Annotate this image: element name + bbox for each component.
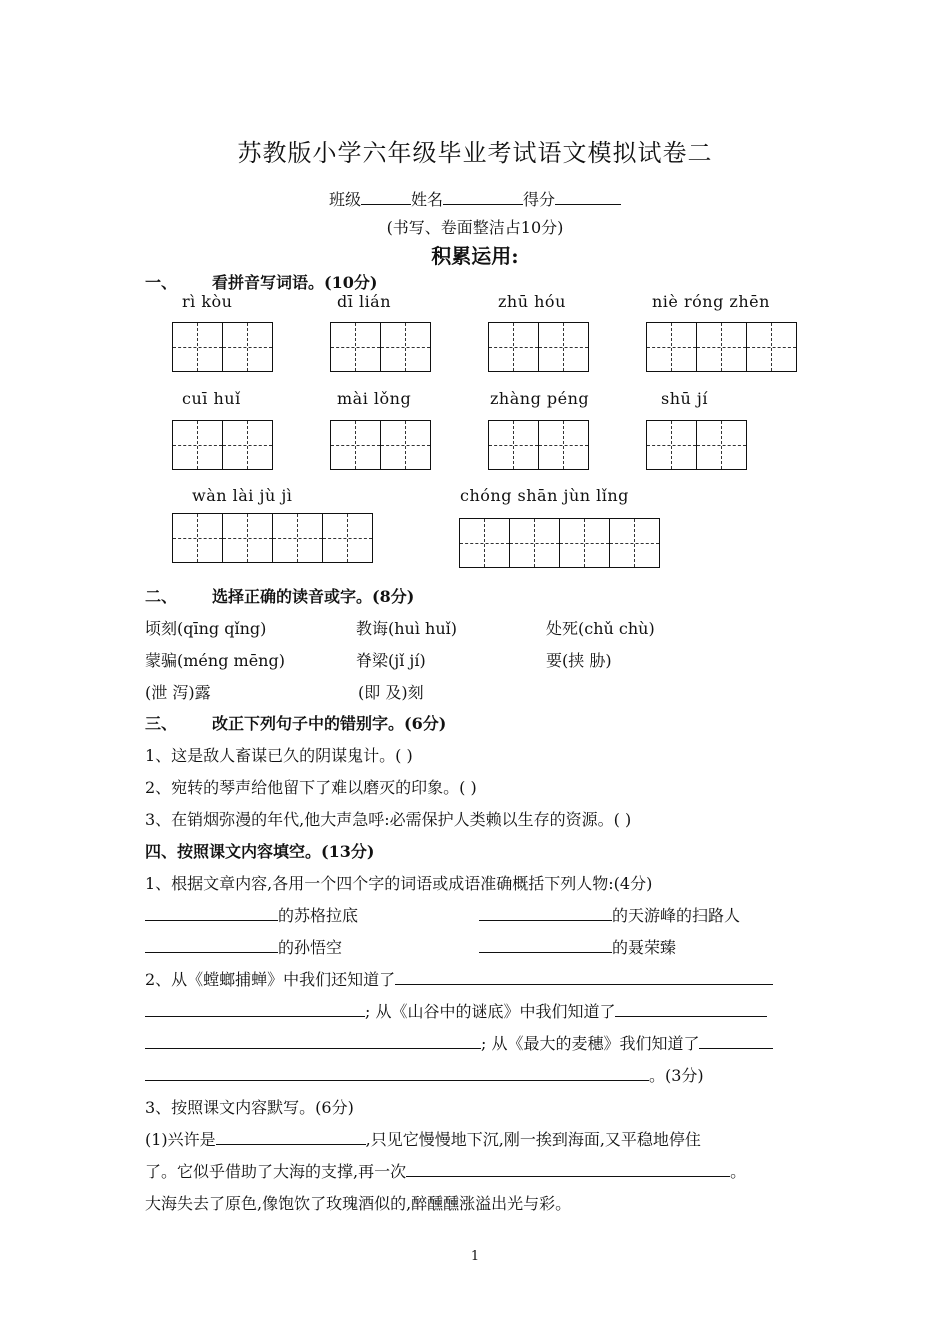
s4-fill-3 <box>145 935 342 958</box>
student-info <box>0 187 950 210</box>
q3-text-b: ,只见它慢慢地下沉,刚一挨到海面,又平稳地停住 <box>365 1130 701 1149</box>
s3-heading: 改正下列句子中的错别字。(6分) <box>212 714 447 733</box>
s4-q3-line3: 大海失去了原色,像饱饮了玫瑰酒似的,醉醺醺涨溢出光与彩。 <box>145 1194 572 1213</box>
s4-q3-line1 <box>145 1127 701 1150</box>
s2-item-7[interactable]: (泄 泻)露 <box>145 683 211 702</box>
s2-item-8[interactable]: (即 及)刻 <box>358 683 424 702</box>
q2-blank-6[interactable] <box>145 1065 649 1081</box>
q2-text-a: 2、从《螳螂捕蝉》中我们还知道了 <box>145 970 396 989</box>
s1-heading: 看拼音写词语。(10分) <box>212 273 378 292</box>
fill-blank-3[interactable] <box>145 937 278 953</box>
page-number: 1 <box>470 1249 480 1264</box>
s3-number: 三、 <box>145 714 178 733</box>
s4-fill-2 <box>479 903 740 926</box>
q2-blank-4[interactable] <box>145 1033 481 1049</box>
fill-blank-1[interactable] <box>145 905 278 921</box>
s2-item-6[interactable]: 要(挟 胁) <box>546 651 612 670</box>
char-grid-10[interactable] <box>459 518 660 568</box>
score-blank[interactable] <box>555 189 621 205</box>
pinyin-3: zhū hóu <box>498 292 566 311</box>
s2-item-5[interactable]: 脊梁(jǐ jí) <box>356 651 426 670</box>
s4-fill-4 <box>479 935 676 958</box>
q2-blank-3[interactable] <box>615 1001 767 1017</box>
s1-number: 一、 <box>145 273 178 292</box>
pinyin-4: niè róng zhēn <box>652 292 770 311</box>
fill-label-1: 的苏格拉底 <box>278 906 359 925</box>
char-grid-7[interactable] <box>488 420 589 470</box>
fill-blank-4[interactable] <box>479 937 612 953</box>
section-subtitle: 积累运用: <box>431 244 519 268</box>
s4-q3-line2 <box>145 1159 746 1182</box>
pinyin-10: chóng shān jùn lǐng <box>460 486 629 505</box>
fill-label-2: 的天游峰的扫路人 <box>612 906 741 925</box>
writing-note: (书写、卷面整洁占10分) <box>386 218 564 237</box>
s3-item-1[interactable]: 1、这是敌人畜谋已久的阴谋鬼计。( ) <box>145 746 413 765</box>
pinyin-5: cuī huǐ <box>182 389 241 408</box>
q2-text-c: ; 从《最大的麦穗》我们知道了 <box>481 1034 700 1053</box>
char-grid-6[interactable] <box>330 420 431 470</box>
s3-item-3[interactable]: 3、在销烟弥漫的年代,他大声急呼:必需保护人类赖以生存的资源。( ) <box>145 810 632 829</box>
s2-item-4[interactable]: 蒙骗(méng mēng) <box>145 651 285 670</box>
s4-q2-line4 <box>145 1063 704 1086</box>
class-blank[interactable] <box>361 189 411 205</box>
s4-q2-line1 <box>145 967 773 990</box>
q3-blank-1[interactable] <box>216 1129 366 1145</box>
s2-heading: 选择正确的读音或字。(8分) <box>212 587 415 606</box>
pinyin-2: dī lián <box>337 292 392 311</box>
char-grid-9[interactable] <box>172 513 373 563</box>
s4-fill-1 <box>145 903 358 926</box>
char-grid-3[interactable] <box>488 322 589 372</box>
s2-item-1[interactable]: 顷刻(qīng qǐng) <box>145 619 267 638</box>
q2-blank-2[interactable] <box>145 1001 365 1017</box>
fill-blank-2[interactable] <box>479 905 612 921</box>
s4-q3: 3、按照课文内容默写。(6分) <box>145 1098 354 1117</box>
s4-q2-line2 <box>145 999 767 1022</box>
pinyin-9: wàn lài jù jì <box>192 486 293 505</box>
char-grid-1[interactable] <box>172 322 273 372</box>
class-label: 班级 <box>328 190 361 209</box>
s4-heading: 四、按照课文内容填空。(13分) <box>145 842 375 861</box>
s4-q2-line3 <box>145 1031 773 1054</box>
char-grid-5[interactable] <box>172 420 273 470</box>
q2-text-end: 。(3分) <box>649 1066 704 1085</box>
pinyin-6: mài lǒng <box>337 389 412 408</box>
s4-q1: 1、根据文章内容,各用一个四个字的词语或成语准确概括下列人物:(4分) <box>145 874 653 893</box>
q3-blank-2[interactable] <box>406 1161 730 1177</box>
score-label: 得分 <box>523 190 556 209</box>
s3-item-2[interactable]: 2、宛转的琴声给他留下了难以磨灭的印象。( ) <box>145 778 477 797</box>
name-label: 姓名 <box>410 190 443 209</box>
char-grid-2[interactable] <box>330 322 431 372</box>
q2-blank-5[interactable] <box>699 1033 773 1049</box>
q3-text-c: 了。它似乎借助了大海的支撑,再一次 <box>145 1162 407 1181</box>
pinyin-7: zhàng péng <box>490 389 590 408</box>
s2-item-3[interactable]: 处死(chǔ chù) <box>546 619 655 638</box>
q3-text-a: (1)兴许是 <box>145 1130 216 1149</box>
q2-text-b: ; 从《山谷中的谜底》中我们知道了 <box>365 1002 616 1021</box>
q2-blank-1[interactable] <box>395 969 773 985</box>
pinyin-8: shū jí <box>661 389 708 408</box>
fill-label-3: 的孙悟空 <box>278 938 343 957</box>
fill-label-4: 的聂荣臻 <box>612 938 677 957</box>
s2-item-2[interactable]: 教诲(huì huǐ) <box>356 619 458 638</box>
name-blank[interactable] <box>443 189 523 205</box>
char-grid-8[interactable] <box>646 420 747 470</box>
page-title: 苏教版小学六年级毕业考试语文模拟试卷二 <box>237 139 713 167</box>
pinyin-1: rì kòu <box>182 292 233 311</box>
q3-text-d: 。 <box>730 1162 747 1181</box>
char-grid-4[interactable] <box>646 322 797 372</box>
s2-number: 二、 <box>145 587 178 606</box>
